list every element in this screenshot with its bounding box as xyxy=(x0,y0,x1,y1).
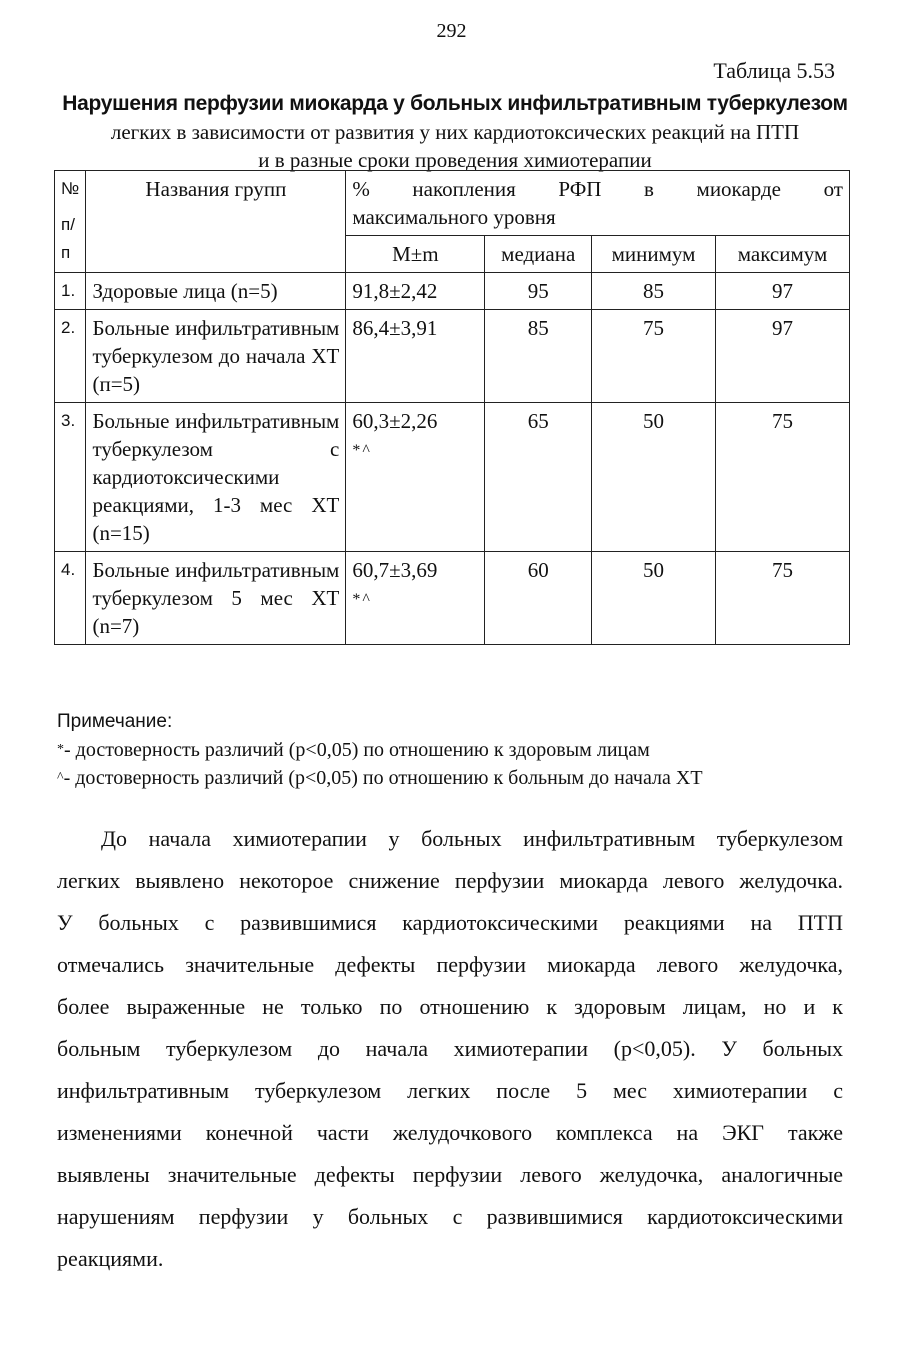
body-line: отмечались значительные дефекты перфузии миокарда левого желудочка, xyxy=(57,952,843,977)
row-mm xyxy=(346,273,485,310)
header-median: медиана xyxy=(485,236,592,273)
row-median: 65 xyxy=(485,403,592,552)
body-line: более выраженные не только по отношению к здоровым лицам, но и к xyxy=(57,994,843,1019)
table-caption xyxy=(60,90,850,174)
page-number: 292 xyxy=(436,20,467,42)
header-group: Названия групп xyxy=(86,171,346,273)
row-group-name: Больные инфильтративным туберкулезом до начала ХТ (п=5) xyxy=(86,310,346,403)
significance-marks: *^ xyxy=(352,442,372,459)
body-line: реакциями. xyxy=(57,1246,164,1271)
table-label: Таблица 5.53 xyxy=(713,58,835,83)
table-notes xyxy=(57,708,847,792)
header-percent-word: % xyxy=(352,177,370,201)
row-mm xyxy=(346,403,485,552)
table-row xyxy=(55,273,850,310)
row-mm-value: 60,7±3,69 xyxy=(352,558,438,582)
row-max: 75 xyxy=(716,403,850,552)
row-median: 85 xyxy=(485,310,592,403)
row-median: 60 xyxy=(485,552,592,645)
note-caret-text: - достоверность различий (р<0,05) по отношению к больным до начала ХТ xyxy=(63,767,703,789)
note-caret xyxy=(57,764,847,792)
header-min: минимум xyxy=(592,236,716,273)
body-line: выявлены значительные дефекты перфузии левого желудочка, аналогичные xyxy=(57,1162,843,1187)
note-asterisk-symbol: * xyxy=(57,742,64,757)
table-header-row xyxy=(55,171,850,236)
note-asterisk-text: - достоверность различий (р<0,05) по отношению к здоровым лицам xyxy=(64,739,650,761)
header-percent-word: миокарде xyxy=(696,177,781,201)
row-mm xyxy=(346,310,485,403)
significance-marks: *^ xyxy=(352,591,372,608)
row-min: 50 xyxy=(592,403,716,552)
body-line: До начала химиотерапии у больных инфильтративным туберкулезом xyxy=(101,826,843,851)
body-line: У больных с развившимися кардиотоксическими реакциями на ПТП xyxy=(57,910,843,935)
header-percent-word: накопления xyxy=(412,177,516,201)
header-number xyxy=(55,171,86,273)
body-line: больным туберкулезом до начала химиотерапии (р<0,05). У больных xyxy=(57,1036,843,1061)
row-max: 75 xyxy=(716,552,850,645)
row-min: 85 xyxy=(592,273,716,310)
header-percent-line-2: максимального уровня xyxy=(352,205,556,229)
body-line: легких выявлено некоторое снижение перфузии миокарда левого желудочка. xyxy=(57,868,843,893)
table-row xyxy=(55,403,850,552)
row-group-name: Здоровые лица (n=5) xyxy=(86,273,346,310)
row-group-name: Больные инфильтративным туберкулезом 5 мес ХТ (n=7) xyxy=(86,552,346,645)
body-line: нарушениям перфузии у больных с развившимися кардиотоксическими xyxy=(57,1204,843,1229)
header-percent-word: РФП xyxy=(558,177,602,201)
notes-title: Примечание: xyxy=(57,711,173,732)
header-percent xyxy=(346,171,850,236)
table-row xyxy=(55,552,850,645)
header-max: максимум xyxy=(716,236,850,273)
row-max: 97 xyxy=(716,310,850,403)
row-median: 95 xyxy=(485,273,592,310)
caption-line-3: и в разные сроки проведения химиотерапии xyxy=(258,148,652,172)
body-line: изменениями конечной части желудочкового комплекса на ЭКГ также xyxy=(57,1120,843,1145)
header-number-sign: № xyxy=(61,179,80,198)
perfusion-table xyxy=(54,170,850,645)
caption-line-2: легких в зависимости от развития у них кардиотоксических реакций на ПТП xyxy=(110,120,800,144)
row-number: 1. xyxy=(55,273,86,310)
row-mm-value: 60,3±2,26 xyxy=(352,409,438,433)
body-paragraph xyxy=(57,818,843,1280)
header-number-sub: п/п xyxy=(61,215,75,262)
header-percent-line-1 xyxy=(352,175,843,203)
row-number: 3. xyxy=(55,403,86,552)
row-mm-value: 91,8±2,42 xyxy=(352,279,438,303)
header-percent-word: от xyxy=(823,177,843,201)
row-min: 50 xyxy=(592,552,716,645)
row-mm-value: 86,4±3,91 xyxy=(352,316,438,340)
row-group-name: Больные инфильтративным туберкулезом с кардиотоксическими реакциями, 1-3 мес ХТ (n=15) xyxy=(86,403,346,552)
row-min: 75 xyxy=(592,310,716,403)
body-line: инфильтративным туберкулезом легких после 5 мес химиотерапии с xyxy=(57,1078,843,1103)
row-mm xyxy=(346,552,485,645)
row-number: 2. xyxy=(55,310,86,403)
note-caret-symbol: ^ xyxy=(57,770,64,785)
header-percent-word: в xyxy=(644,177,654,201)
table-row xyxy=(55,310,850,403)
header-mm: M±m xyxy=(346,236,485,273)
note-asterisk xyxy=(57,736,847,764)
row-max: 97 xyxy=(716,273,850,310)
caption-line-1: Нарушения перфузии миокарда у больных инфильтративным туберкулезом xyxy=(62,92,848,115)
row-number: 4. xyxy=(55,552,86,645)
